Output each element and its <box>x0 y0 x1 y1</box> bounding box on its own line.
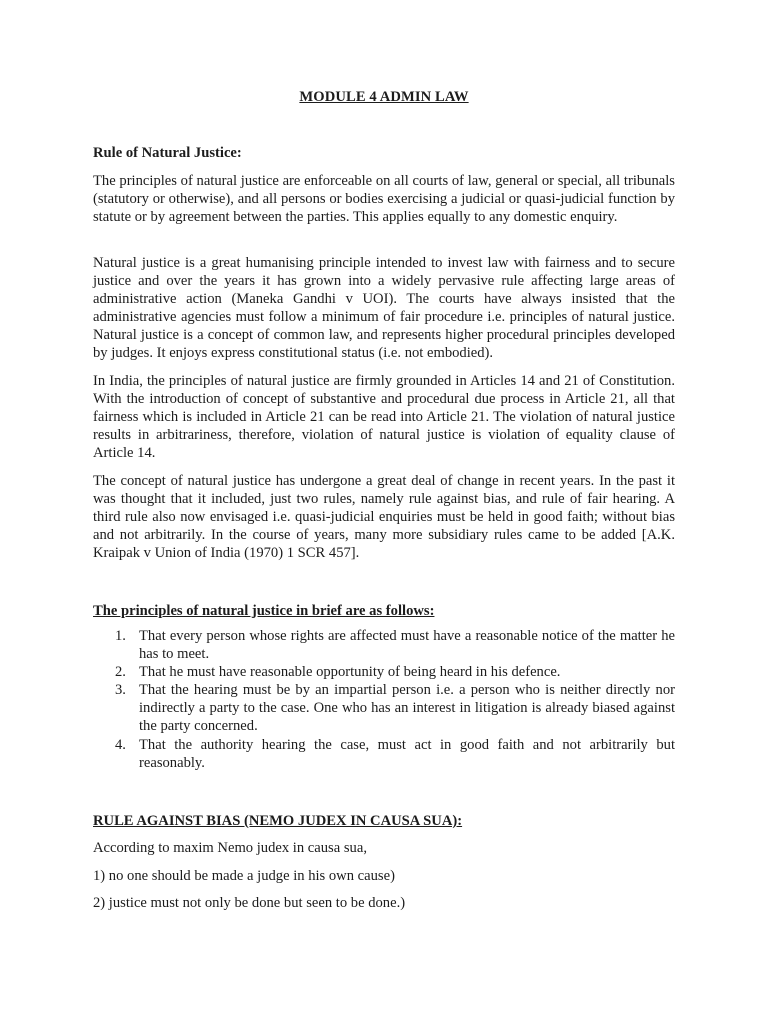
list-item-number: 2. <box>115 664 126 681</box>
list-item-number: 1. <box>115 628 126 644</box>
paragraph-humanising-principle: Natural justice is a great humanising principle intended to invest law with fairness and to secure justice and over the years it has grown into a widely pervasive rule affecting large areas of administrative action (Maneka Gandhi v UOI). The courts have always insisted that the administrative agencies must follow a minimum of fair procedure i.e. principles of natural justice. Natural justice is a concept of common law, and represents higher procedural principles developed by judges. It enjoys express constitutional status (i.e. not embodied). <box>93 255 675 362</box>
list-item-text: That every person whose rights are affected must have a reasonable notice of the matter he has to meet. <box>139 628 675 663</box>
list-item-text: That he must have reasonable opportunity of being heard in his defence. <box>139 664 561 681</box>
section-heading-rule-against-bias: RULE AGAINST BIAS (NEMO JUDEX IN CAUSA SUA): <box>93 813 463 829</box>
list-item <box>93 663 675 681</box>
section-heading-rule-of-natural-justice: Rule of Natural Justice: <box>93 145 242 161</box>
list-item <box>93 627 675 663</box>
list-item <box>93 681 675 735</box>
list-item-number: 3. <box>115 682 126 699</box>
maxim-point-2: 2) justice must not only be done but seen to be done.) <box>93 895 406 911</box>
maxim-intro-line: According to maxim Nemo judex in causa sua, <box>93 840 367 856</box>
paragraph-evolution: The concept of natural justice has undergone a great deal of change in recent years. In the past it was thought that it included, just two rules, namely rule against bias, and rule of fair hearing. A third rule also now envisaged i.e. quasi-judicial enquiries must be held in good faith; without bias and not arbitrarily. In the course of years, many more subsidiary rules came to be added [A.K. Kraipak v Union of India (1970) 1 SCR 457]. <box>93 473 675 562</box>
document-title: MODULE 4 ADMIN LAW <box>299 89 469 105</box>
principles-list <box>93 627 675 772</box>
section-heading-principles-brief: The principles of natural justice in brief are as follows: <box>93 603 435 619</box>
list-item-number: 4. <box>115 736 126 753</box>
paragraph-enforceability: The principles of natural justice are enforceable on all courts of law, general or special, all tribunals (statutory or otherwise), and all persons or bodies exercising a judicial or quasi-judicial function by statute or by agreement between the parties. This applies equally to any domestic enquiry. <box>93 173 675 226</box>
list-item-text: That the hearing must be by an impartial person i.e. a person who is neither directly nor indirectly a party to the case. One who has an interest in litigation is already biased against the party concerned. <box>139 682 675 735</box>
paragraph-india-articles: In India, the principles of natural justice are firmly grounded in Articles 14 and 21 of Constitution. With the introduction of concept of substantive and procedural due process in Article 21, all that fairness which is included in Article 21 can be read into Article 21. The violation of natural justice results in arbitrariness, therefore, violation of natural justice is violation of equality clause of Article 14. <box>93 373 675 462</box>
maxim-point-1: 1) no one should be made a judge in his own cause) <box>93 868 395 884</box>
list-item <box>93 736 675 772</box>
list-item-text: That the authority hearing the case, must act in good faith and not arbitrarily but reasonably. <box>139 736 675 771</box>
